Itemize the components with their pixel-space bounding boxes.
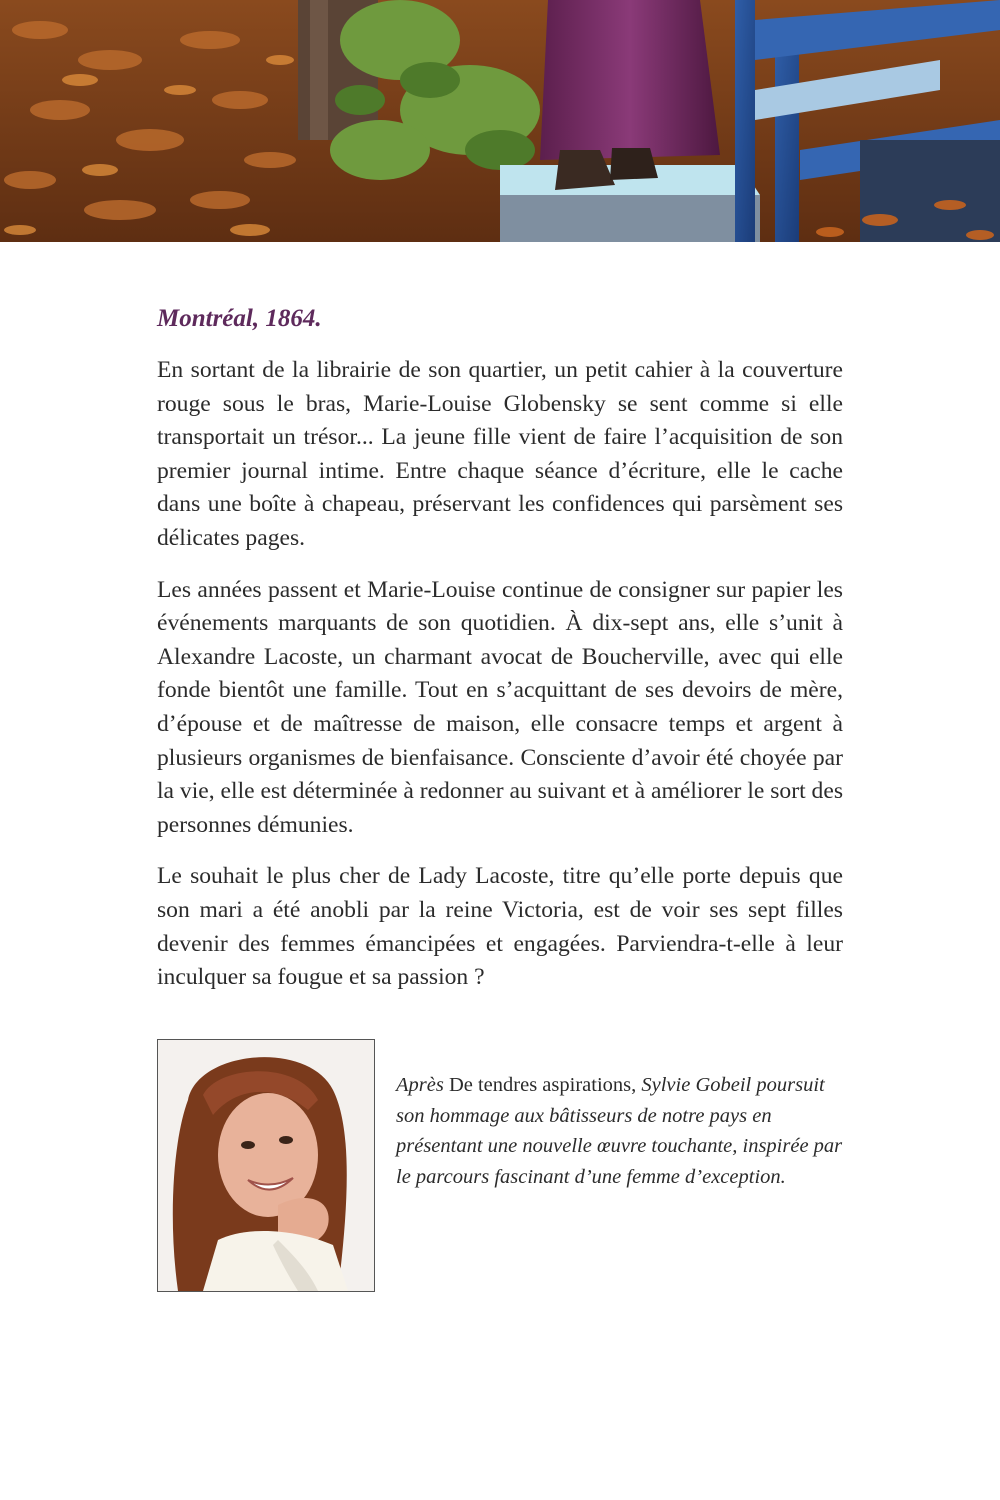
blurb-rest: Sylvie Gobeil poursuit son hommage aux bâtisseurs de notre pays en présentant une nouvelle œuvre touchante, inspirée par le parcours fascinant d’une femme d’exception. xyxy=(396,1074,843,1188)
summary-paragraph-1: En sortant de la librairie de son quartier, un petit cahier à la couverture rouge sous le bras, Marie-Louise Globensky se sent comme si elle transportait un trésor... La jeune fille vient de faire l’acquisition de son premier journal intime. Entre chaque séance d’écriture, elle le cache dans une boîte à chapeau, préservant les confidences qui parsèment ses délicates pages. xyxy=(157,357,843,551)
author-photo xyxy=(157,1039,375,1292)
author-blurb xyxy=(396,1070,848,1192)
cover-illustration xyxy=(0,0,1000,242)
previous-book-title: De tendres aspirations, xyxy=(443,1074,642,1096)
back-cover-text xyxy=(157,302,843,1013)
place-date-heading: Montréal, 1864. xyxy=(157,305,322,332)
summary-paragraph-2: Les années passent et Marie-Louise continue de consigner sur papier les événements marquants de son quotidien. À dix-sept ans, elle s’unit à Alexandre Lacoste, un charmant avocat de Boucherville, avec qui elle fonde bientôt une famille. Tout en s’acquittant de ses devoirs de mère, d’épouse et de maîtresse de maison, elle consacre temps et argent à plusieurs organismes de bienfaisance. Consciente d’avoir été choyée par la vie, elle est déterminée à redonner au suivant et à améliorer le sort des personnes démunies. xyxy=(157,576,843,838)
blurb-intro: Après xyxy=(396,1074,444,1096)
summary-paragraph-3: Le souhait le plus cher de Lady Lacoste, titre qu’elle porte depuis que son mari a été anobli par la reine Victoria, est de voir ses sept filles devenir des femmes émancipées et engagées. Parviendra-t-elle à leur inculquer sa fougue et sa passion ? xyxy=(157,863,843,991)
